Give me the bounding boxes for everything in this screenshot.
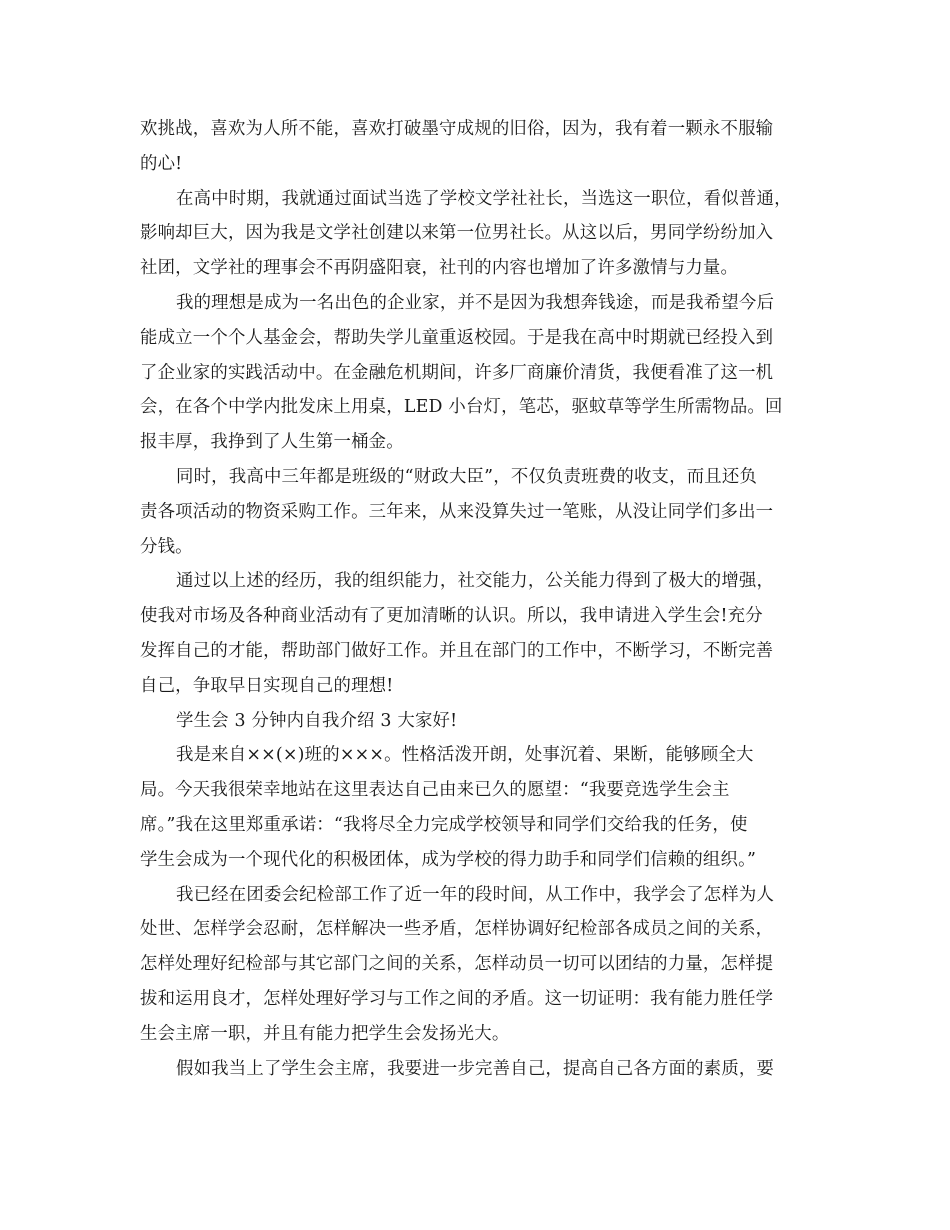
text-line: 通过以上述的经历，我的组织能力，社交能力，公关能力得到了极大的增强，	[176, 571, 775, 592]
text-line: 处世、怎样学会忍耐，怎样解决一些矛盾，怎样协调好纪检部各成员之间的关系，	[140, 919, 774, 940]
text-line: 我已经在团委会纪检部工作了近一年的段时间，从工作中，我学会了怎样为人	[176, 884, 775, 905]
text-line: 在高中时期，我就通过面试当选了学校文学社社长，当选这一职位，看似普通，	[176, 188, 792, 209]
text-line: 局。今天我很荣幸地站在这里表达自己由来已久的愿望：“我要竞选学生会主	[140, 780, 730, 801]
text-line: 学生会成为一个现代化的积极团体，成为学校的得力助手和同学们信赖的组织。”	[140, 849, 757, 870]
text-line: 怎样处理好纪检部与其它部门之间的关系，怎样动员一切可以团结的力量，怎样提	[140, 954, 774, 975]
text-line: 影响却巨大，因为我是文学社创建以来第一位男社长。从这以后，男同学纷纷加入	[140, 223, 774, 244]
text-line: 报丰厚，我挣到了人生第一桶金。	[140, 432, 404, 453]
text-line: 自己，争取早日实现自己的理想!	[140, 675, 394, 696]
text-line: 席。”我在这里郑重承诺：“我将尽全力完成学校领导和同学们交给我的任务，使	[140, 814, 748, 835]
text-line: 欢挑战，喜欢为人所不能，喜欢打破墨守成规的旧俗，因为，我有着一颗永不服输	[140, 119, 774, 139]
text-line: 分钱。	[140, 536, 193, 557]
text-line: 我是来自××(×)班的×××。性格活泼开朗，处事沉着、果断，能够顾全大	[176, 745, 754, 766]
document-body	[140, 112, 830, 1086]
text-line: 假如我当上了学生会主席，我要进一步完善自己，提高自己各方面的素质，要	[176, 1058, 775, 1079]
text-line: 社团，文学社的理事会不再阴盛阳衰，社刊的内容也增加了许多激情与力量。	[140, 258, 739, 279]
text-line: 的心!	[140, 153, 183, 174]
text-line: 学生会 3 分钟内自我介绍 3 大家好!	[176, 710, 458, 731]
text-line: 拔和运用良才，怎样处理好学习与工作之间的矛盾。这一切证明：我有能力胜任学	[140, 988, 774, 1009]
text-line: 了企业家的实践活动中。在金融危机期间，许多厂商廉价清货，我便看准了这一机	[140, 362, 774, 383]
text-line: 责各项活动的物资采购工作。三年来，从来没算失过一笔账，从没让同学们多出一	[140, 501, 774, 522]
text-line: 会，在各个中学内批发床上用桌，LED 小台灯，笔芯，驱蚊草等学生所需物品。回	[140, 397, 783, 418]
text-line: 发挥自己的才能，帮助部门做好工作。并且在部门的工作中，不断学习，不断完善	[140, 640, 774, 661]
text-line: 我的理想是成为一名出色的企业家，并不是因为我想奔钱途，而是我希望今后	[176, 292, 775, 313]
text-line: 生会主席一职，并且有能力把学生会发扬光大。	[140, 1023, 510, 1044]
text-line: 同时，我高中三年都是班级的“财政大臣”，不仅负责班费的收支，而且还负	[176, 466, 758, 487]
text-line: 使我对市场及各种商业活动有了更加清晰的认识。所以，我申请进入学生会!充分	[140, 606, 763, 627]
text-line: 能成立一个个人基金会，帮助失学儿童重返校园。于是我在高中时期就已经投入到	[140, 327, 774, 348]
